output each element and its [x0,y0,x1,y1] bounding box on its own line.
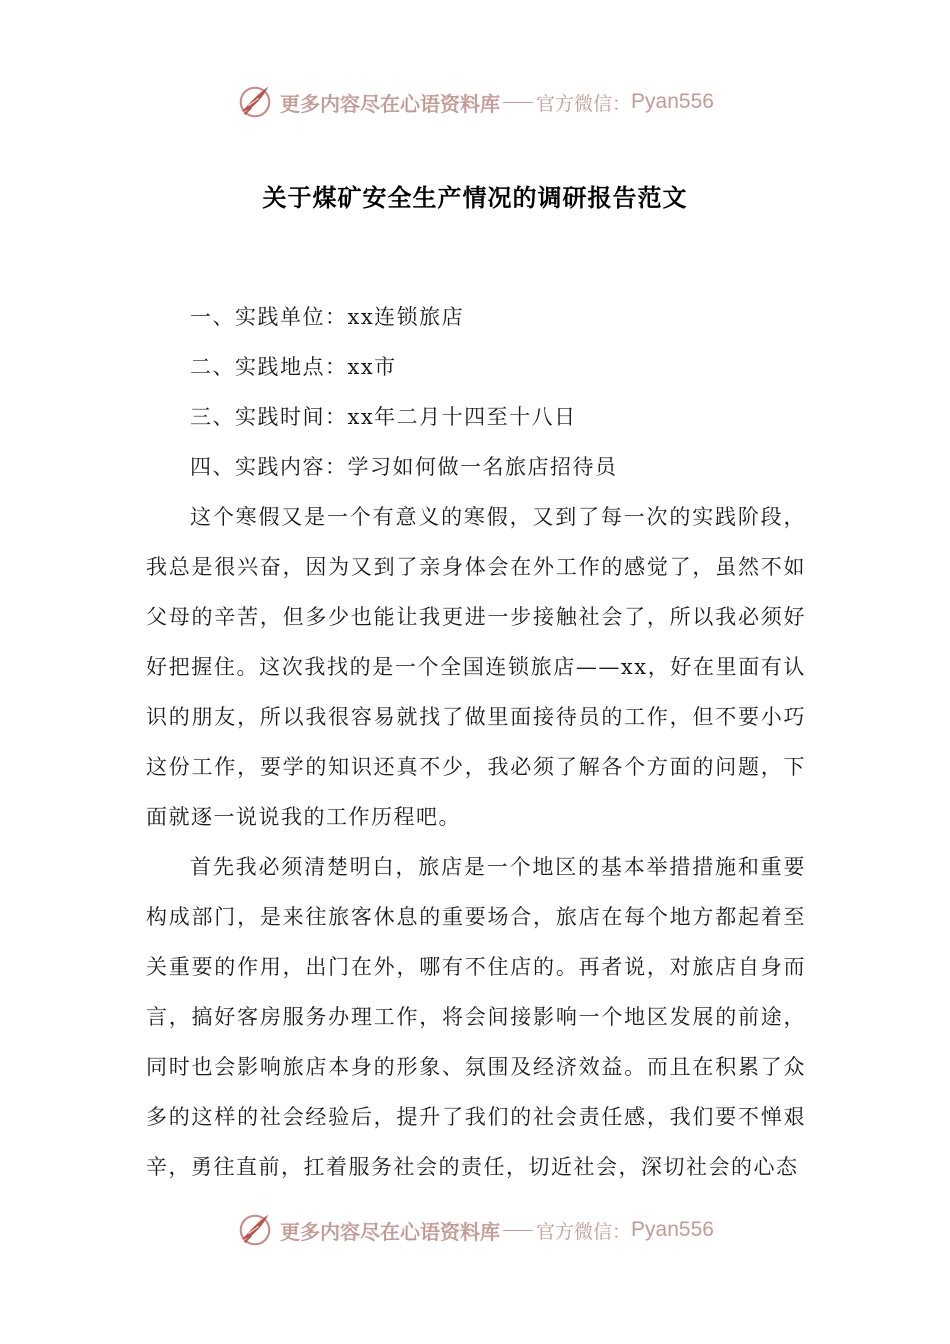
info-item: 二、实践地点：xx市 [190,355,397,379]
watermark-wechat-id: Pyan556 [631,1218,714,1241]
watermark-official-label: 官方微信： [536,92,632,115]
watermark-dash [503,102,533,103]
footer-watermark-banner [0,1208,950,1252]
document-title: 关于煤矿安全生产情况的调研报告范文 [262,184,688,212]
info-item: 一、实践单位：xx连锁旅店 [190,305,465,329]
document-body [146,292,806,1192]
info-item: 四、实践内容：学习如何做一名旅店招待员 [190,455,618,479]
watermark-official-label: 官方微信： [536,1220,632,1243]
quill-logo-icon [236,1211,274,1249]
info-item: 三、实践时间：xx年二月十四至十八日 [190,405,577,429]
body-paragraph: 首先我必须清楚明白，旅店是一个地区的基本举措措施和重要构成部门，是来往旅客休息的重要场合，旅店在每个地方都起着至关重要的作用，出门在外，哪有不住店的。再者说，对旅店自身而言，搞好客房服务办理工作，将会间接影响一个地区发展的前途，同时也会影响旅店本身的形象、氛围及经济效益。而且在积累了众多的这样的社会经验后，提升了我们的社会责任感，我们要不惮艰辛，勇往直前，扛着服务社会的责任，切近社会，深切社会的心态 [146,855,806,1179]
body-paragraph: 这个寒假又是一个有意义的寒假，又到了每一次的实践阶段，我总是很兴奋，因为又到了亲身体会在外工作的感觉了，虽然不如父母的辛苦，但多少也能让我更进一步接触社会了，所以我必须好好把握住。这次我找的是一个全国连锁旅店——xx，好在里面有认识的朋友，所以我很容易就找了做里面接待员的工作，但不要小巧这份工作，要学的知识还真不少，我必须了解各个方面的问题，下面就逐一说说我的工作历程吧。 [146,505,806,829]
watermark-wechat-id: Pyan556 [631,90,714,113]
header-watermark-banner [0,80,950,124]
quill-logo-icon [236,83,274,121]
watermark-site-text: 更多内容尽在心语资料库 [280,91,501,116]
watermark-dash [503,1230,533,1231]
watermark-site-text: 更多内容尽在心语资料库 [280,1219,501,1244]
